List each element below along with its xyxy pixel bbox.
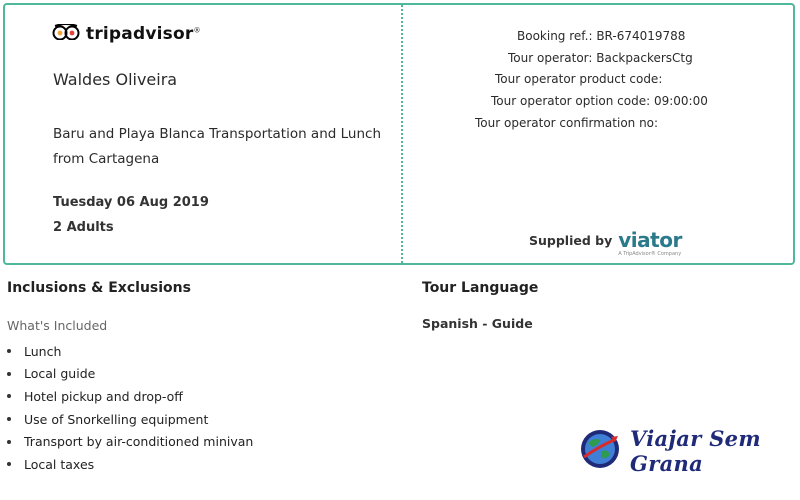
tour-title: Baru and Playa Blanca Transportation and Lunch from Cartagena (53, 126, 382, 167)
list-item: Use of Snorkelling equipment (7, 408, 253, 431)
globe-plane-icon (578, 427, 622, 475)
list-item: Local guide (7, 363, 253, 386)
traveler-name: Waldes Oliveira (53, 70, 178, 89)
inclusions-list (7, 340, 253, 476)
viator-logo: viator A TripAdvisor® Company (618, 228, 682, 257)
participants-count: 2 Adults (53, 220, 114, 235)
booking-ticket (3, 3, 795, 265)
booking-ref: Booking ref.: BR-674019788 (517, 29, 686, 43)
list-item: Hotel pickup and drop-off (7, 385, 253, 408)
supplied-by-label: Supplied by (529, 233, 613, 248)
product-code: Tour operator product code: (495, 72, 663, 86)
list-item: Lunch (7, 340, 253, 363)
list-item: Transport by air-conditioned minivan (7, 430, 253, 453)
watermark-logo (578, 426, 800, 476)
owl-eyes-icon (52, 24, 80, 44)
tour-language-title: Tour Language (422, 280, 539, 296)
option-code: Tour operator option code: 09:00:00 (491, 94, 708, 108)
tour-operator: Tour operator: BackpackersCtg (508, 51, 693, 65)
brand-name: tripadvisor® (86, 24, 201, 44)
supplier-credit (529, 230, 682, 257)
whats-included-label: What's Included (7, 318, 108, 333)
tour-language-value: Spanish - Guide (422, 316, 533, 331)
tour-date: Tuesday 06 Aug 2019 (53, 195, 209, 210)
watermark-text: Viajar Sem Grana (630, 426, 761, 476)
list-item: Local taxes (7, 453, 253, 476)
tripadvisor-logo (52, 24, 201, 44)
confirmation-number: Tour operator confirmation no: (475, 116, 659, 130)
ticket-divider (401, 5, 403, 263)
inclusions-title: Inclusions & Exclusions (7, 280, 191, 296)
